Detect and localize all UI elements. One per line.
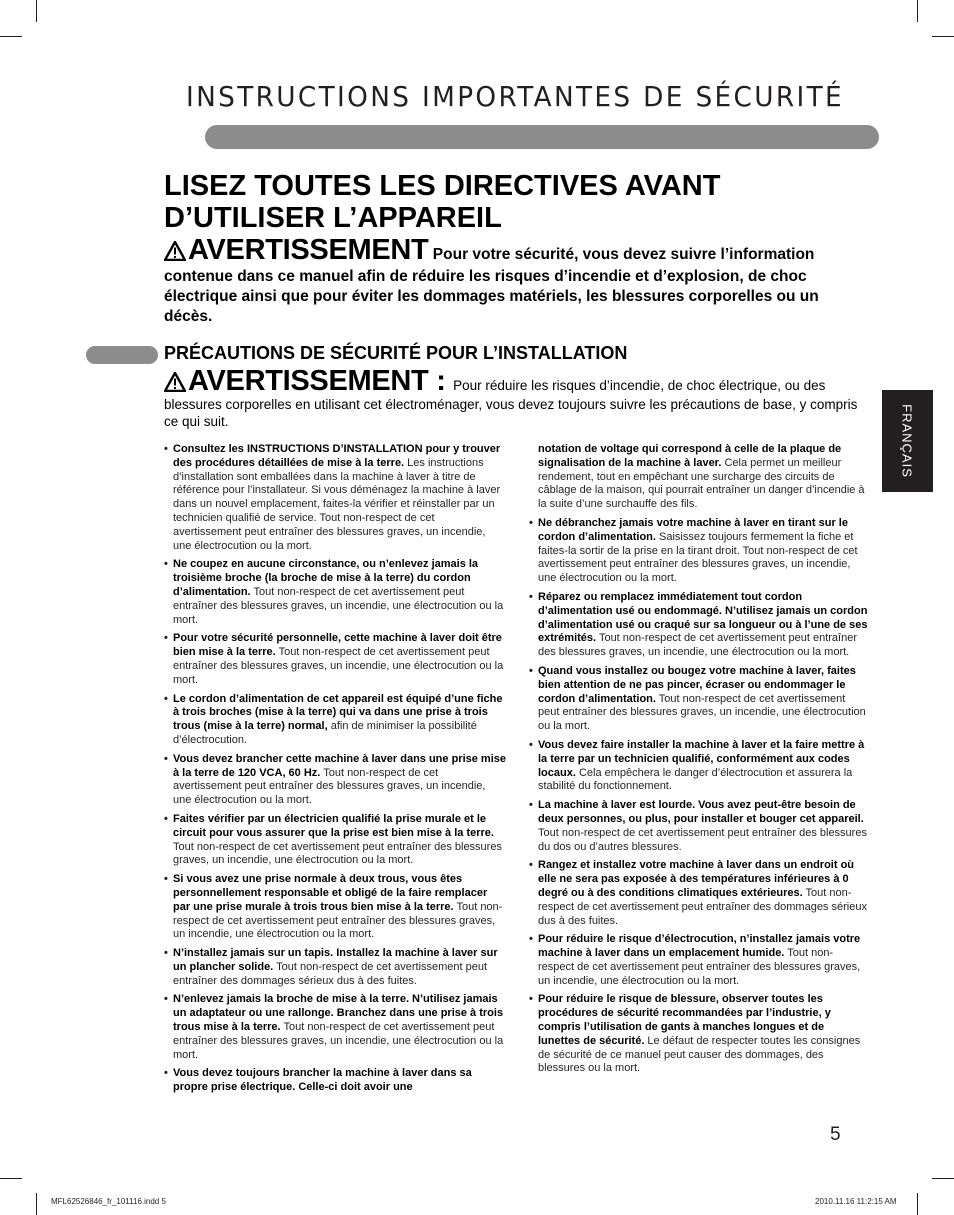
crop-mark <box>36 1193 37 1215</box>
footer-timestamp: 2010.11.16 11:2:15 AM <box>815 1197 897 1206</box>
bullet-text: Cela permet un meilleur rendement, tout en empêchant une surcharge des circuits de câblage de la maison, qui pourrait entraîner un danger d’incendie à la suite d’une surchauffe des fils. <box>538 456 865 511</box>
language-tab-label: FRANÇAIS <box>899 404 915 478</box>
warning-block <box>164 365 864 430</box>
bullet-text: Tout non-respect de cet avertissement peut entraîner des blessures graves, un incendie, une électrocution ou la mort. <box>173 900 503 941</box>
warning-label: AVERTISSEMENT : <box>188 365 446 397</box>
warning-lead: Pour votre sécurité, vous devez suivre <box>432 246 717 263</box>
bullet-item <box>529 993 869 1076</box>
warning-label: AVERTISSEMENT <box>188 234 429 266</box>
left-column <box>164 443 506 1100</box>
bullet-text: Saisissez toujours fermement la fiche et faites-la sortir de la prise en la tirant droit. Tout non-respect de cet avertissement peut entraîner des blessures graves, un incendie, une électrocution ou la mort. <box>538 530 858 585</box>
bullet-text: Tout non-respect de cet avertissement peut entraîner des blessures graves, un incendie, une électrocution ou la mort. <box>538 632 857 659</box>
bullet-bold-text: Pour votre sécurité personnelle, cette machine à laver doit être bien mise à la terre. <box>173 632 502 659</box>
bullet-bold-text: Ne coupez en aucune circonstance, ou n’enlevez jamais la troisième broche (la broche de mise à la terre) du cordon d’alimentation. <box>173 558 479 598</box>
bullet-bold-text: Ne débranchez jamais votre machine à laver en tirant sur le cordon d’alimentation. <box>538 516 848 543</box>
main-heading <box>164 170 864 234</box>
bullet-item <box>164 873 506 942</box>
bullet-item <box>164 813 506 868</box>
bullet-bold-text: La machine à laver est lourde. Vous avez peut-être besoin de deux personnes, ou plus, pour installer et bouger cet appareil. <box>538 799 864 825</box>
section-pill <box>86 346 158 364</box>
crop-mark <box>917 1193 918 1215</box>
bullet-bold-text: Vous devez toujours brancher la machine à laver dans sa propre prise électrique. Celle-ci doit avoir une <box>173 1067 472 1094</box>
crop-mark <box>0 36 22 37</box>
bullet-text: Le défaut de respecter toutes les consignes de sécurité de ce manuel peut causer des dommages, des blessures ou la mort. <box>538 1034 861 1075</box>
crop-mark <box>0 1178 22 1179</box>
bullet-text: Tout non-respect de cet avertissement peut entraîner des dommages sérieux dus à des fuites. <box>538 886 867 927</box>
warning-text: l’information contenue dans ce manuel afin de réduire les risques d’incendie et d’explosion, de choc électrique ainsi que pour éviter les dommages matériels, les blessures corporelles ou un décès. <box>164 246 819 325</box>
warning-lead: Pour réduire les risques d’incendie, de choc électrique, ou <box>453 378 800 393</box>
crop-mark <box>932 1178 954 1179</box>
title-bar <box>205 125 879 149</box>
bullet-bold-text: Si vous avez une prise normale à deux trous, vous êtes personnellement responsable et obligé de la faire remplacer par une prise murale à trois trous bien mise à la terre. <box>173 873 488 913</box>
bullet-item <box>164 443 506 553</box>
bullet-bold-text: Pour réduire le risque de blessure, observer toutes les procédures de sécurité recommandées par l’industrie, y compris l’utilisation de gants à manches longues et de lunettes de sécurité. <box>538 993 831 1047</box>
warning-triangle-icon <box>164 241 186 267</box>
bullet-bold-text: N’enlevez jamais la broche de mise à la terre. N’utilisez jamais un adaptateur ou une rallonge. Branchez dans une prise à trois trous mise à la terre. <box>173 993 504 1034</box>
bullet-text: Tout non-respect de cet avertissement peut entraîner des blessures graves, un incendie, une électrocution ou la mort. <box>173 646 504 686</box>
bullet-item <box>164 947 506 988</box>
bullet-text: Tout non-respect de cet avertissement peut entraîner des blessures graves, un incendie, une électrocution ou la mort. <box>538 692 866 733</box>
bullet-text: Tout non-respect de cet avertissement peut entraîner des blessures du dos ou d’autres blessures. <box>538 826 867 853</box>
bullet-bold-text: Le cordon d’alimentation de cet appareil est équipé d’une fiche à trois broches (mise à la terre) qui va dans une prise à trois trous (mise à la terre) normal, <box>173 692 503 733</box>
footer-file-info: MFL62526846_fr_101116.indd 5 <box>51 1197 166 1206</box>
bullet-bold-text: Faites vérifier par un électricien qualifié la prise murale et le circuit pour vous assurer que la prise est bien mise à la terre. <box>173 812 494 839</box>
bullet-item <box>529 665 869 734</box>
bullet-bold-text: Quand vous installez ou bougez votre machine à laver, faites bien attention de ne pas pincer, écraser ou endommager le cordon d’alimentation. <box>538 664 856 705</box>
bullet-text: Les instructions d’installation sont emballées dans la machine à laver à titre de référence pour l’installateur. Si vous déménagez la machine à laver dans un nouvel emplacement, faites-la vérifier et réinstaller par un technicien qualifié de service. Tout non-respect de cet avertissement peut entraîner des blessures graves, un incendie, une électrocution ou la mort. <box>173 456 501 552</box>
crop-mark <box>36 0 37 22</box>
bullet-bold-text: Pour réduire le risque d’électrocution, n’installez jamais votre machine à laver dans un emplacement humide. <box>538 933 861 960</box>
bullet-item <box>529 799 869 854</box>
bullet-bold-text: Vous devez faire installer la machine à laver et la faire mettre à la terre par un technicien qualifié, conformément aux codes locaux. <box>538 738 865 779</box>
bullet-text: afin de minimiser la possibilité d’électrocution. <box>173 720 477 746</box>
bullet-text: Tout non-respect de cet avertissement peut entraîner des blessures graves, un incendie, une électrocution ou la mort. <box>538 947 861 987</box>
bullet-text: Tout non-respect de cet avertissement peut entraîner des blessures graves, un incendie, une électrocution ou la mort. <box>173 766 486 807</box>
warning-text: des blessures corporelles en utilisant cet électroménager, vous devez toujours suivre les précautions de base, y compris ce qui suit. <box>164 378 858 429</box>
bullet-text: Tout non-respect de cet avertissement peut entraîner des blessures graves, un incendie, une électrocution ou la mort. <box>173 585 504 626</box>
bullet-bold-text: Vous devez brancher cette machine à laver dans une prise mise à la terre de 120 VCA, 60 Hz. <box>173 752 506 779</box>
crop-mark <box>917 0 918 22</box>
page-number: 5 <box>830 1124 841 1145</box>
bullet-item <box>529 739 869 794</box>
bullet-item <box>529 933 869 988</box>
bullet-item <box>164 632 506 687</box>
bullet-text: Tout non-respect de cet avertissement peut entraîner des blessures graves, un incendie, une électrocution ou la mort. <box>173 840 502 867</box>
bullet-bold-text: Consultez les INSTRUCTIONS D’INSTALLATION pour y trouver des procédures détaillées de mise à la terre. <box>173 443 501 469</box>
bullet-item <box>529 859 869 928</box>
bullet-item <box>529 443 869 512</box>
language-tab <box>882 390 933 492</box>
bullet-bold-text: Rangez et installez votre machine à laver dans un endroit où elle ne sera pas exposée à des températures inférieures à 0 degré ou à des conditions climatiques extérieures. <box>538 859 855 899</box>
bullet-bold-text: notation de voltage qui correspond à celle de la plaque de signalisation de la machine à laver. <box>538 443 842 469</box>
bullet-text: Cela empêchera le danger d’électrocution et assurera la stabilité du fonctionnement. <box>538 766 853 793</box>
warning-block <box>164 234 834 327</box>
bullet-bold-text: N’installez jamais sur un tapis. Installez la machine à laver sur un plancher solide. <box>173 947 498 973</box>
bullet-bold-text: Réparez ou remplacez immédiatement tout cordon d’alimentation usé ou endommagé. N’utilisez jamais un cordon d’alimentation usé ou craqué sur sa longueur ou à l’une de ses extrémités. <box>538 590 868 645</box>
bullet-item <box>164 1067 506 1095</box>
bullet-item <box>529 591 869 660</box>
bullet-text: Tout non-respect de cet avertissement peut entraîner des dommages sérieux dus à des fuites. <box>173 960 488 987</box>
warning-triangle-icon <box>164 372 186 396</box>
bullet-item <box>164 753 506 808</box>
bullet-item <box>164 993 506 1062</box>
section-heading: PRÉCAUTIONS DE SÉCURITÉ POUR L’INSTALLATION <box>164 343 628 363</box>
bullet-text: Tout non-respect de cet avertissement peut entraîner des blessures graves, un incendie, une électrocution ou la mort. <box>173 1021 504 1061</box>
main-heading-line: LISEZ TOUTES LES DIRECTIVES AVANT <box>164 170 721 202</box>
crop-mark <box>932 36 954 37</box>
bullet-item <box>164 558 506 627</box>
right-column <box>529 443 869 1081</box>
bullet-item <box>164 693 506 748</box>
page-title: INSTRUCTIONS IMPORTANTES DE SÉCURITÉ <box>186 80 845 113</box>
main-heading-line: D’UTILISER L’APPAREIL <box>164 202 502 234</box>
bullet-item <box>529 517 869 586</box>
